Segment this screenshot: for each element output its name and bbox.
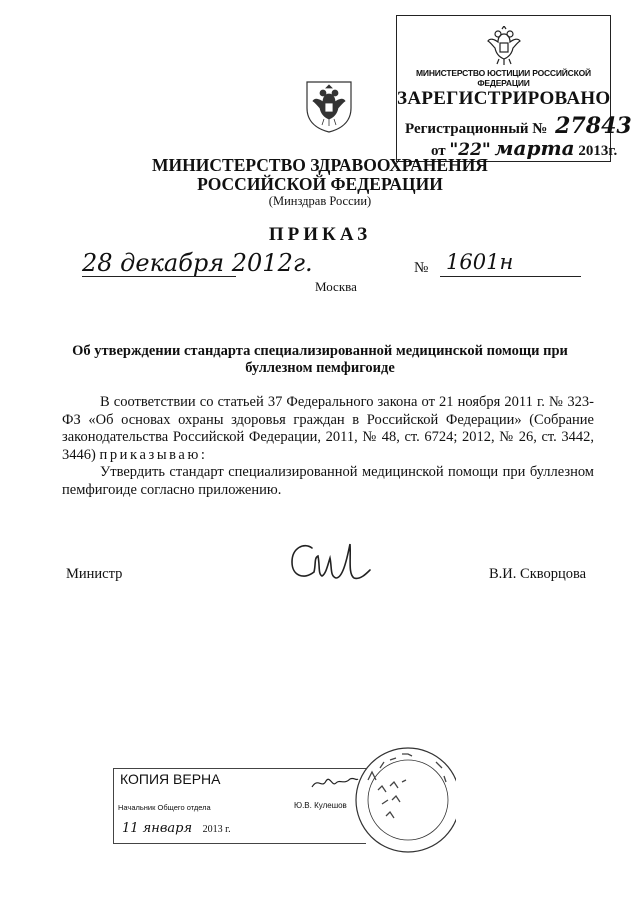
- registration-number-label: Регистрационный №: [405, 121, 548, 137]
- copy-person: Ю.В. Кулешов: [294, 801, 347, 810]
- registration-date-month: марта: [494, 136, 575, 160]
- order-title: ПРИКАЗ: [268, 224, 372, 245]
- minister-name: В.И. Скворцова: [489, 566, 587, 582]
- order-date: 28 декабря 2012г.: [82, 249, 313, 277]
- registration-date-day: "22": [449, 140, 491, 160]
- ministry-short-name: (Минздрав России): [268, 194, 372, 208]
- copy-date: [122, 821, 231, 836]
- order-date-underline: [82, 276, 236, 277]
- order-city: Москва: [315, 279, 357, 294]
- order-number-underline: [440, 276, 581, 277]
- handwritten-signature: [284, 534, 374, 590]
- copy-date-year: 2013 г.: [202, 824, 231, 835]
- registration-date-year: 2013г.: [578, 143, 618, 159]
- ministry-title: [0, 156, 640, 194]
- ministry-title-line2: РОССИЙСКОЙ ФЕДЕРАЦИИ: [197, 174, 443, 194]
- body-paragraph-1-text: В соответствии со статьей 37 Федерального закона от 21 ноября 2011 г. № 323-ФЗ «Об основах охраны здоровья граждан в Российской Федерации» (Собрание законодательства Российской Федерации, 2011, № 48, ст. 6724; 2012, № 26, ст. 3442, 3446): [62, 394, 594, 463]
- coat-of-arms-icon: [303, 78, 355, 134]
- registration-number: 27843: [555, 113, 632, 139]
- copy-date-handwritten: 11 января: [122, 821, 193, 836]
- minister-position: Министр: [66, 566, 123, 582]
- copy-certified-stamp: [113, 768, 366, 844]
- registration-stamp: [396, 15, 632, 162]
- order-number: 1601н: [446, 250, 514, 274]
- order-word: приказываю:: [99, 446, 208, 463]
- registration-date-prefix: от: [431, 143, 446, 159]
- department-round-stamp: [346, 738, 456, 858]
- copy-role: Начальник Общего отдела: [118, 803, 211, 812]
- order-number-sign: №: [414, 260, 429, 276]
- document-title: [60, 343, 580, 377]
- document-title-line2: буллезном пемфигоиде: [245, 360, 395, 376]
- registration-ministry: МИНИСТЕРСТВО ЮСТИЦИИ РОССИЙСКОЙ ФЕДЕРАЦИИ: [416, 68, 591, 88]
- document-body: [62, 394, 594, 500]
- copy-certified-title: КОПИЯ ВЕРНА: [120, 771, 221, 787]
- double-headed-eagle-icon: [485, 26, 523, 66]
- document-title-line1: Об утверждении стандарта специализированной медицинской помощи при: [72, 343, 568, 359]
- body-paragraph-1: [62, 394, 594, 464]
- ministry-title-line1: МИНИСТЕРСТВО ЗДРАВООХРАНЕНИЯ: [152, 155, 488, 175]
- body-paragraph-2: Утвердить стандарт специализированной медицинской помощи при буллезном пемфигоиде согласно приложению.: [62, 464, 594, 498]
- registration-status: ЗАРЕГИСТРИРОВАНО: [397, 88, 611, 109]
